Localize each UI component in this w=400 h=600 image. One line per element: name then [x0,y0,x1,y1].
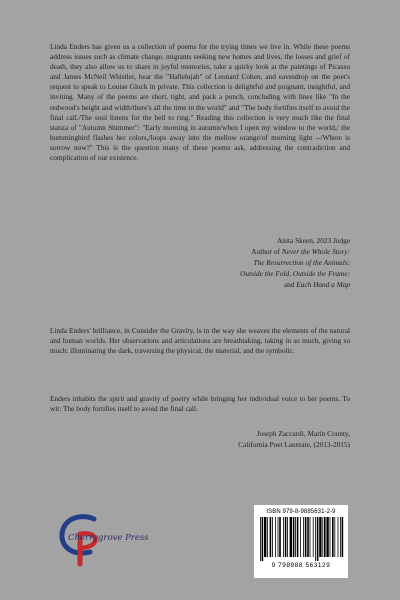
review-paragraph-zaccardi-1: Linda Enders' brilliance, in Consider the Gravity, is in the way she weaves the elements of the natural and human worlds. Her observations and articulations are breathtaking, taking in so much, giving so much: illuminating the dark, traversing the physical, the material, and the symbolic. [50,326,350,356]
book-title-2: The Resurrection of the Animals: [253,258,350,267]
isbn-barcode [254,505,348,578]
barcode-bars [260,517,342,561]
attribution-skeen [240,235,350,290]
svg-text:Cherrygrove Press: Cherrygrove Press [68,533,149,543]
publisher-logo [54,512,149,566]
review-paragraph-skeen: Linda Enders has given us a collection of poems for the trying times we live in. While these poems address issues such as climate change, migrants seeking new homes and lives, the losses and grief of death, they also allow us to share in joyful memories, take a quirky look at the paintings of Picasso and James McNeil Whistler, hear the "Hallelujah" of Leonard Cohen, and eavesdrop on the poet's request to speak to Louise Gluck in private. This collection is delightful and poignant, insightful, and inviting. Many of the poems are short, tight, and pack a punch, concluding with lines like "In the redwood's height and width/there's all the time in the world" and "The body fortifies itself to avoid the final call./The soul listens for the bell to ring." Reading this collection is very much like the final stanza of "Autumn Shimmer": "Early morning in autumn/when I open my window to the world,/ the hummingbird flashes her colors,/loops away into the mellow orange/of morning light --/Where is sorrow now?" This is the question many of these poems ask, addressing the contradiction and complication of our existence. [50,42,350,163]
reviewer-books-line-4 [240,279,350,290]
publisher-logo-graphic [54,512,149,566]
reviewer-books-line-1 [240,246,350,257]
book-title-3: Outside the Fold, Outside the Frame: [240,269,350,278]
attribution-zaccardi [238,428,350,450]
and-label: and [283,280,297,289]
book-title-4: Each Hand a Map [296,280,350,289]
barcode-digits: 9 798988 563129 [271,562,331,569]
author-of-label: Author of [251,247,282,256]
reviewer-title: California Poet Laureate, (2013-2015) [238,440,350,449]
reviewer-name: Joseph Zaccardi, Marin County, [256,429,350,438]
reviewer-name: Anita Skeen, 2023 Judge [277,236,350,245]
review-paragraph-zaccardi-2: Enders inhabits the spirit and gravity of poetry while bringing her individual voice to her poems. To wit: The body fortifies itself to avoid the final call. [50,394,350,414]
book-title-1: Never the Whole Story: [281,247,350,256]
isbn-number: ISBN 979-8-9885631-2-9 [266,509,336,515]
